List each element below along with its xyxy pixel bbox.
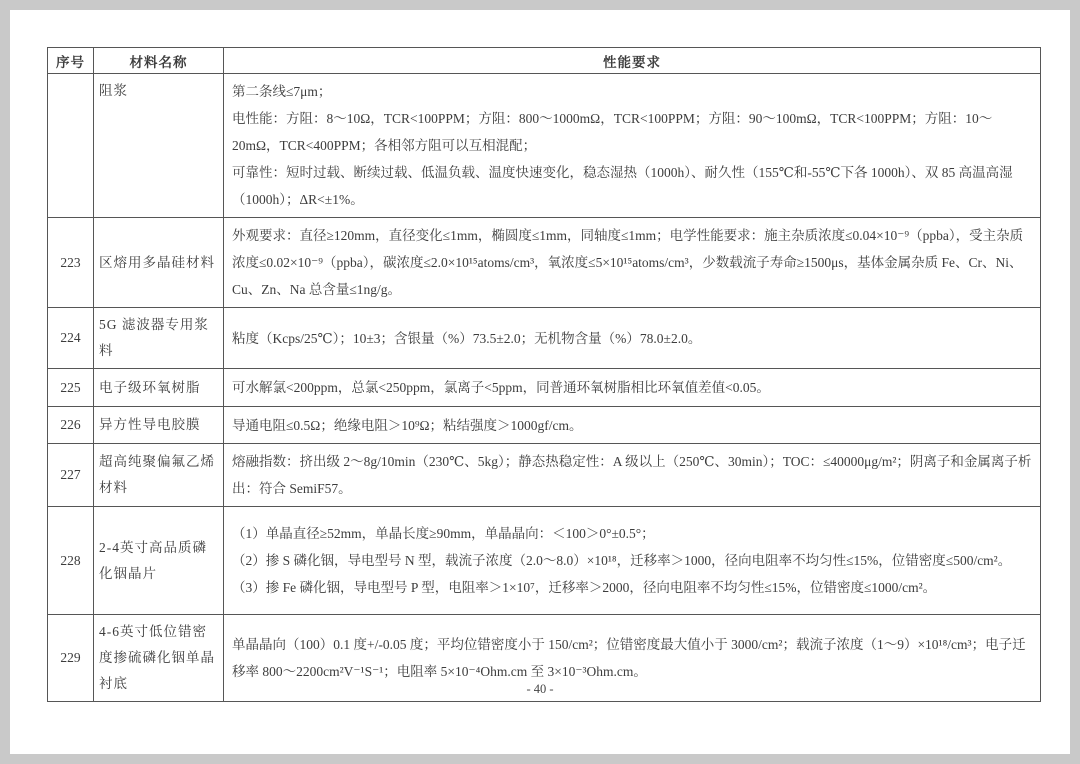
serial-number-cell: 225 [48,369,94,407]
requirement-line: （3）掺 Fe 磷化铟，导电型号 P 型，电阻率＞1×10⁷，迁移率＞2000，径向电阻率不均匀性≤15%，位错密度≤1000/cm²。 [232,580,937,595]
material-name-cell: 2-4英寸高品质磷化铟晶片 [94,507,224,615]
column-header-material-name: 材料名称 [94,48,224,74]
page-number: - 40 - [526,682,554,696]
requirement-line: 导通电阻≤0.5Ω；绝缘电阻＞10⁹Ω；粘结强度＞1000gf/cm。 [232,417,583,433]
serial-number-cell: 228 [48,507,94,615]
requirements-cell [224,218,1041,308]
requirements-cell [224,74,1041,218]
column-header-performance-requirements: 性能要求 [224,48,1041,74]
requirement-line: 可水解氯<200ppm，总氯<250ppm，氯离子<5ppm，同普通环氧树脂相比环氧值差值<0.05。 [232,380,770,395]
requirements-cell [224,407,1041,444]
table-row [48,407,1041,444]
table-row [48,507,1041,615]
column-header-serial-number: 序号 [48,48,94,74]
material-name-cell: 电子级环氧树脂 [94,369,224,407]
material-name-cell: 5G 滤波器专用浆料 [94,308,224,369]
serial-number-cell: 224 [48,308,94,369]
material-name-cell: 4-6英寸低位错密度掺硫磷化铟单晶衬底 [94,615,224,702]
material-name-cell: 超高纯聚偏氟乙烯材料 [94,444,224,507]
material-name-cell: 异方性导电胶膜 [94,407,224,444]
requirements-cell [224,444,1041,507]
table-row [48,218,1041,308]
table-row [48,369,1041,407]
requirement-line: 单晶晶向（100）0.1 度+/-0.05 度；平均位错密度小于 150/cm²；位错密度最大值小于 3000/cm²；载流子浓度（1～9）×10¹⁸/cm³；电子迁移率 800～2200cm²V⁻¹S⁻¹；电阻率 5×10⁻⁴Ohm.cm 至 3×10⁻³Ohm.cm。 [232,637,1026,679]
requirements-cell [224,507,1041,615]
material-name-cell: 区熔用多晶硅材料 [94,218,224,308]
material-name-cell: 阻浆 [94,74,224,218]
requirement-line: （1）单晶直径≥52mm，单晶长度≥90mm，单晶晶向：＜100＞0°±0.5°； [232,526,655,541]
table-header-row [48,48,1041,74]
requirements-cell [224,308,1041,369]
requirement-line: （2）掺 S 磷化铟，导电型号 N 型，载流子浓度（2.0～8.0）×10¹⁸，迁移率＞1000，径向电阻率不均匀性≤15%，位错密度≤500/cm²。 [232,553,1012,568]
requirement-line: 粘度（Kcps/25℃）；10±3；含银量（%）73.5±2.0；无机物含量（%）78.0±2.0。 [232,330,702,346]
requirement-line: 第二条线≤7μm； [232,84,332,99]
serial-number-cell: 226 [48,407,94,444]
requirement-line: 可靠性：短时过载、断续过载、低温负载、温度快速变化，稳态湿热（1000h）、耐久性（155℃和-55℃下各 1000h）、双 85 高温高湿（1000h）；ΔR<±1%。 [232,165,1013,207]
serial-number-cell: 227 [48,444,94,507]
table-row [48,444,1041,507]
serial-number-cell: 223 [48,218,94,308]
document-page [10,10,1070,754]
serial-number-cell [48,74,94,218]
materials-requirements-table [47,47,1041,702]
requirement-line: 熔融指数：挤出级 2～8g/10min（230℃、5kg）；静态热稳定性：A 级以上（250℃、30min）；TOC：≤40000μg/m²；阴离子和金属离子析出：符合 SemiF57。 [232,454,1032,496]
table-row [48,74,1041,218]
serial-number-cell: 229 [48,615,94,702]
requirement-line: 外观要求：直径≥120mm，直径变化≤1mm，椭圆度≤1mm，同轴度≤1mm；电学性能要求：施主杂质浓度≤0.04×10⁻⁹（ppba），受主杂质浓度≤0.02×10⁻⁹（ppba），碳浓度≤2.0×10¹⁵atoms/cm³，氧浓度≤5×10¹⁵atoms/cm³，少数载流子寿命≥1500μs，基体金属杂质 Fe、Cr、Ni、Cu、Zn、Na 总含量≤1ng/g。 [232,228,1024,297]
requirements-cell [224,369,1041,407]
requirement-line: 电性能：方阻：8～10Ω，TCR<100PPM；方阻：800～1000mΩ，TCR<100PPM；方阻：90～100mΩ，TCR<100PPM；方阻：10～20mΩ，TCR<400PPM；各相邻方阻可以互相混配； [232,111,993,153]
table-row [48,308,1041,369]
